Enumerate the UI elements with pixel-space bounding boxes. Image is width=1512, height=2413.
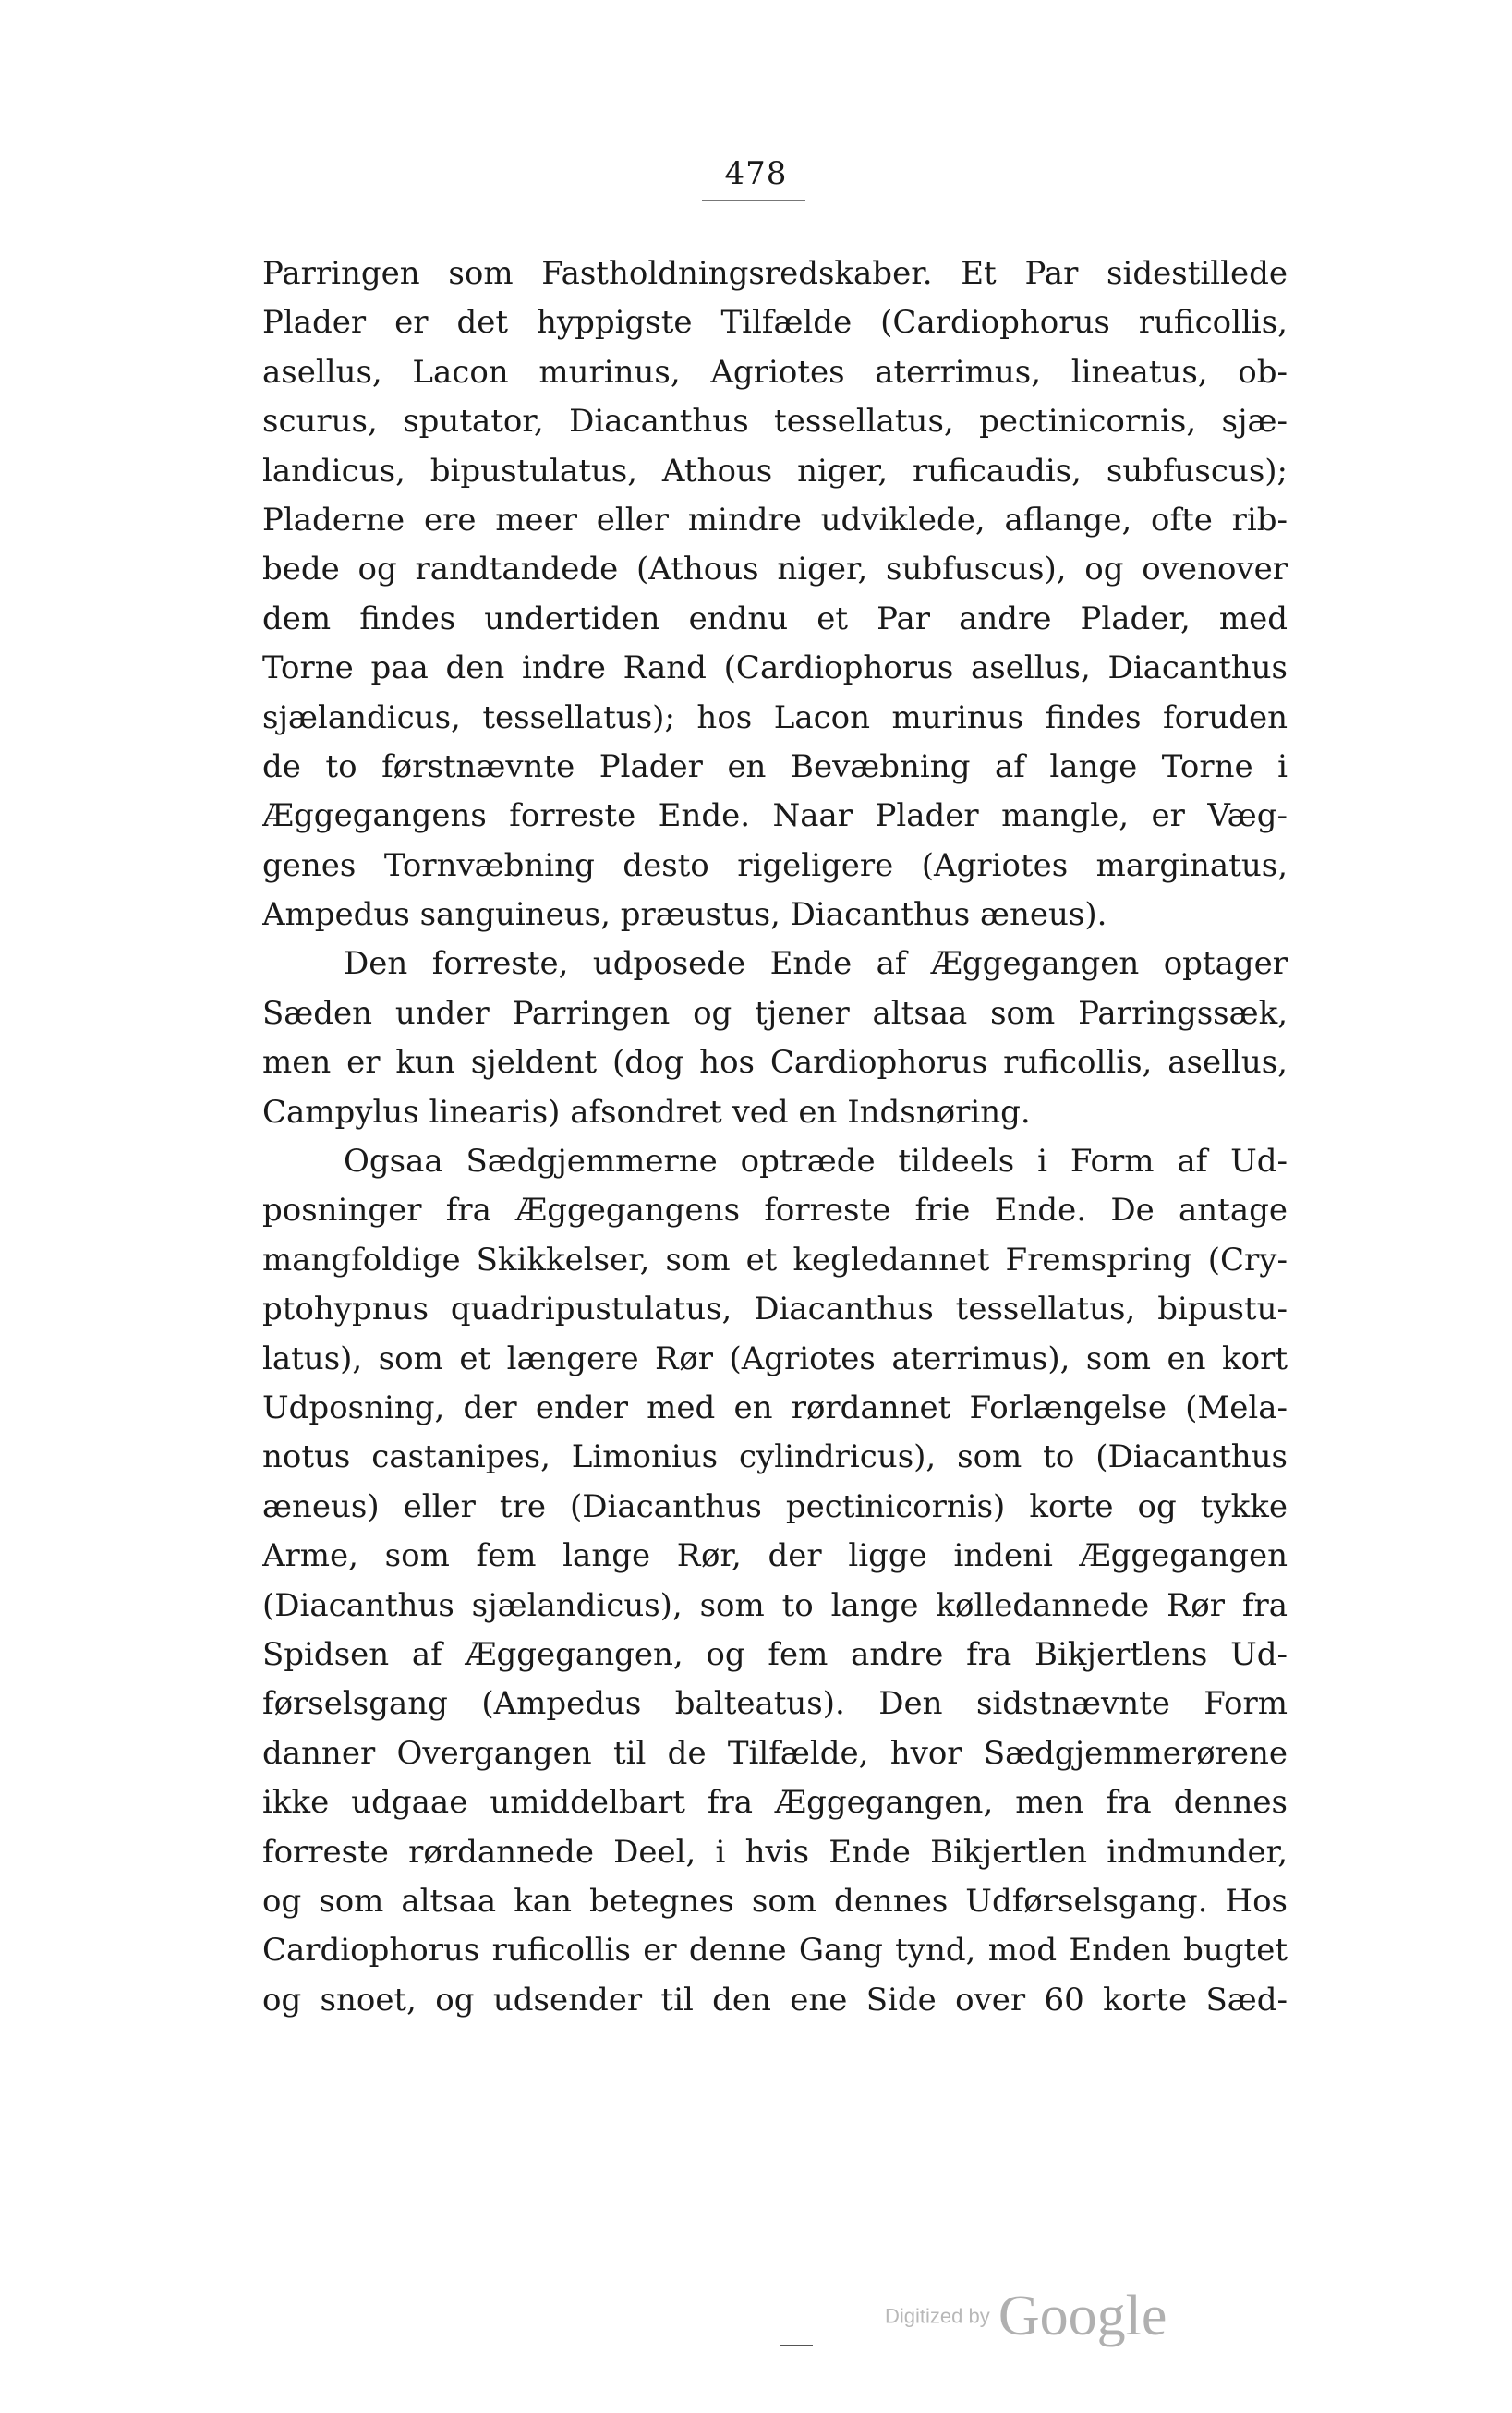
text-line: mangfoldige Skikkelser, som et kegledannet Fremspring (Cry- xyxy=(262,1241,1288,1279)
watermark-prefix: Digitized by xyxy=(885,2304,990,2328)
text-line: Ampedus sanguineus, præustus, Diacanthus æneus). xyxy=(262,896,1107,934)
text-line: Spidsen af Æggegangen, og fem andre fra Bikjertlens Ud- xyxy=(262,1635,1288,1673)
paragraph-start-line: Ogsaa Sædgjemmerne optræde tildeels i Form af Ud- xyxy=(344,1143,1288,1181)
text-line: posninger fra Æggegangens forreste frie Ende. De antage xyxy=(262,1192,1288,1230)
text-line: Campylus linearis) afsondret ved en Indsnøring. xyxy=(262,1093,1031,1131)
text-line: Parringen som Fastholdningsredskaber. Et Par sidestillede xyxy=(262,255,1288,292)
text-line: æneus) eller tre (Diacanthus pectinicornis) korte og tykke xyxy=(262,1487,1288,1525)
text-line: men er kun sjeldent (dog hos Cardiophorus ruficollis, asellus, xyxy=(262,1044,1288,1082)
text-line: Arme, som fem lange Rør, der ligge indeni Æggegangen xyxy=(262,1537,1288,1575)
text-line: de to førstnævnte Plader en Bevæbning af lange Torne i xyxy=(262,747,1288,785)
text-line: bede og randtandede (Athous niger, subfuscus), og ovenover xyxy=(262,551,1288,588)
text-line: Sæden under Parringen og tjener altsaa som Parringssæk, xyxy=(262,994,1288,1032)
text-line: Pladerne ere meer eller mindre udviklede, aflange, ofte rib- xyxy=(262,501,1288,539)
text-line: genes Tornvæbning desto rigeligere (Agriotes marginatus, xyxy=(262,846,1288,884)
paragraph-start-line: Den forreste, udposede Ende af Æggegangen optager xyxy=(344,945,1288,983)
page-number: 478 xyxy=(724,155,788,192)
text-line: scurus, sputator, Diacanthus tessellatus, pectinicornis, sjæ- xyxy=(262,403,1288,441)
text-line: førselsgang (Ampedus balteatus). Den sidstnævnte Form xyxy=(262,1685,1288,1723)
text-line: ptohypnus quadripustulatus, Diacanthus tessellatus, bipustu- xyxy=(262,1291,1288,1328)
text-line: notus castanipes, Limonius cylindricus), som to (Diacanthus xyxy=(262,1438,1288,1476)
text-line: Cardiophorus ruficollis er denne Gang tynd, mod Enden bugtet xyxy=(262,1932,1288,1970)
digitized-watermark xyxy=(885,2284,1167,2349)
page-number-underline xyxy=(702,200,805,201)
text-line: Torne paa den indre Rand (Cardiophorus asellus, Diacanthus xyxy=(262,649,1288,687)
text-line: landicus, bipustulatus, Athous niger, ruficaudis, subfuscus); xyxy=(262,452,1288,490)
text-line: og som altsaa kan betegnes som dennes Udførselsgang. Hos xyxy=(262,1882,1288,1920)
text-line: asellus, Lacon murinus, Agriotes aterrimus, lineatus, ob- xyxy=(262,353,1288,391)
text-line: Æggegangens forreste Ende. Naar Plader mangle, er Væg- xyxy=(262,797,1288,835)
body-text xyxy=(262,249,1288,2025)
text-line: latus), som et længere Rør (Agriotes aterrimus), som en kort xyxy=(262,1340,1288,1377)
text-line: Plader er det hyppigste Tilfælde (Cardiophorus ruficollis, xyxy=(262,304,1288,342)
text-line: forreste rørdannede Deel, i hvis Ende Bikjertlen indmunder, xyxy=(262,1833,1288,1871)
text-line: (Diacanthus sjælandicus), som to lange kølledannede Rør fra xyxy=(262,1586,1288,1624)
google-logo: Google xyxy=(998,2285,1167,2347)
text-line: dem findes undertiden endnu et Par andre Plader, med xyxy=(262,600,1288,637)
footer-rule xyxy=(780,2345,813,2346)
text-line: danner Overgangen til de Tilfælde, hvor Sædgjemmerørene xyxy=(262,1734,1288,1772)
text-line: Udposning, der ender med en rørdannet Forlængelse (Mela- xyxy=(262,1388,1288,1426)
text-line: og snoet, og udsender til den ene Side over 60 korte Sæd- xyxy=(262,1981,1288,2019)
text-line: sjælandicus, tessellatus); hos Lacon murinus findes foruden xyxy=(262,698,1288,736)
text-line: ikke udgaae umiddelbart fra Æggegangen, men fra dennes xyxy=(262,1784,1288,1822)
